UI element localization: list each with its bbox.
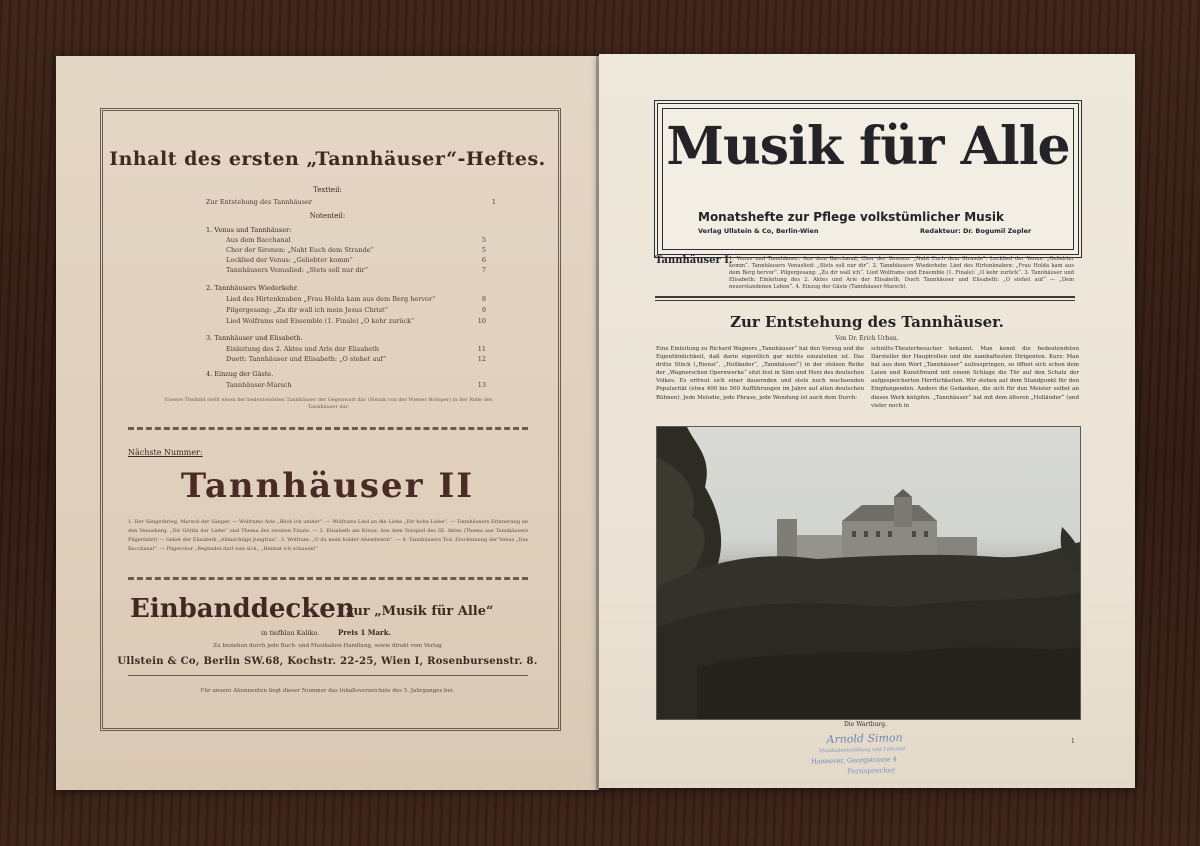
divider xyxy=(128,577,528,580)
toc-group-title: 4. Einzug der Gäste. xyxy=(206,370,274,378)
photo-caption: Die Wartburg. xyxy=(844,721,888,728)
masthead-editor: Redakteur: Dr. Bogumil Zepler xyxy=(920,227,1032,235)
toc-row xyxy=(226,256,486,266)
next-issue-label: Nächste Nummer: xyxy=(128,448,203,457)
stamp-line: Arnold Simon xyxy=(826,731,903,747)
toc-row-label: Duett: Tannhäuser und Elisabeth: „O stehet auf“ xyxy=(226,355,387,363)
article-author: Von Dr. Erich Urban. xyxy=(835,335,899,342)
toc-row-page: 7 xyxy=(481,266,486,274)
toc-group-title: 1. Venus und Tannhäuser: xyxy=(206,226,292,234)
toc-row-label: Locklied der Venus: „Geliebter komm“ xyxy=(226,256,353,264)
stamp-line: Fernsprecher xyxy=(847,766,896,776)
toc-row xyxy=(226,266,486,276)
toc-row xyxy=(226,295,486,305)
toc-row-label: Zur Entstehung des Tannhäuser xyxy=(206,198,313,206)
toc-row xyxy=(226,306,486,316)
toc-row-page: 5 xyxy=(481,236,486,244)
toc-row-page: 8 xyxy=(481,295,486,303)
toc-row-page: 5 xyxy=(481,246,486,254)
text-part-heading: Textteil: xyxy=(313,186,342,194)
wartburg-photo xyxy=(656,426,1081,720)
toc-row xyxy=(226,236,486,246)
stamp-line: Hannover, Georgstrasse 4 xyxy=(810,755,897,766)
divider xyxy=(655,300,1075,301)
divider xyxy=(128,427,528,430)
toc-row-page: 13 xyxy=(477,381,486,389)
toc-row xyxy=(226,246,486,256)
binding-publisher: Ullstein & Co, Berlin SW.68, Kochstr. 22-25, Wien I, Rosenbursenstr. 8. xyxy=(117,656,538,667)
toc-row-label: Lied des Hirtenknaben „Frau Holda kam aus dem Berg hervor“ xyxy=(226,295,436,303)
toc-row-label: Pilgergesang: „Zu dir wall ich mein Jesus Christ“ xyxy=(226,306,388,314)
page-number: 1 xyxy=(1071,738,1075,745)
binding-material: in tiefblau Kaliko. xyxy=(261,629,320,637)
toc-row xyxy=(226,381,486,391)
toc-row-page: 11 xyxy=(477,345,486,353)
divider xyxy=(655,296,1075,298)
masthead-publisher: Verlag Ullstein & Co, Berlin-Wien xyxy=(698,227,819,235)
left-page xyxy=(56,56,599,790)
masthead-title: Musik für Alle xyxy=(666,116,1070,177)
issue-label: Tannhäuser I. xyxy=(655,255,733,266)
wartburg-illustration xyxy=(657,427,1080,719)
toc-row-label: Tannhäuser-Marsch xyxy=(226,381,292,389)
stamp-line: Musikalienhandlung und Leihanst. xyxy=(818,746,907,755)
article-column-1: Eine Einleitung zu Richard Wagners „Tannhäuser“ hat den Vorzug und die Eigentümlichkeit, daß darin eigentlich gar nichts einzuleiten ist. Das dritte Stück („Rienzi“, „Holländer“, „Tannhäuser“) in der stolzen Reihe der „Wagnerschen Opernwerke“ sitzt fest in Sinn und Herz des deutschen Volkes. Es erfreut sich einer dauernden und stets noch wachsenden Popularität (etwa 400 bis 500 Aufführungen im Jahre auf allen deutschen Bühnen). Jede Melodie, jede Phrase, jede Wendung ist auch dem Durch- xyxy=(656,346,864,401)
toc-row xyxy=(226,345,486,355)
toc-footnote: Unsere Titelbild stellt einen der bedeutendsten Tannhäuser der Gegenwart dar (Slezak von der Wiener Hofoper) in der Rolle des Tannhäuser dar. xyxy=(164,397,493,410)
toc-row xyxy=(206,198,496,208)
toc-row-label: Lied Wolframs und Ensemble (1. Finale) „O kehr zurück“ xyxy=(226,317,415,325)
next-issue-contents-line: 2. Elisabeth am Kreuz. Aus dem Vorspiel des III. Aktes (Thema aus Tannhäusers Pilgerfahrt) — Gebet der Elisabeth „Allmächtige Jungfrau“. 3. Wolfram: „O du mein holder Abendstern“. — 4. Tannhäusers Tod. Erscheinung der Venus „Das Bacchanal“. — Pilgerchor „Begnadet darf nun sich„ „Heimat ich schauen!“ xyxy=(128,528,528,552)
binding-title: Einbanddecken xyxy=(130,594,355,624)
next-issue-title: Tannhäuser II xyxy=(180,466,475,506)
toc-row xyxy=(226,355,486,365)
article-title: Zur Entstehung des Tannhäuser. xyxy=(730,313,1004,331)
toc-row-label: Einleitung des 2. Aktes und Arie der Elisabeth xyxy=(226,345,379,353)
toc-title: Inhalt des ersten „Tannhäuser“-Heftes. xyxy=(109,148,546,170)
toc-row-page: 12 xyxy=(477,355,486,363)
toc-row-page: 6 xyxy=(481,256,486,264)
masthead-subtitle: Monatshefte zur Pflege volkstümlicher Musik xyxy=(698,210,1004,224)
dealer-stamp xyxy=(808,730,929,783)
binding-title-suffix: zur „Musik für Alle“ xyxy=(346,604,494,619)
toc-group-title: 3. Tannhäuser und Elisabeth. xyxy=(206,334,303,342)
divider xyxy=(128,675,528,676)
right-page xyxy=(599,54,1135,788)
next-issue-contents xyxy=(128,518,528,563)
toc-row-label: Tannhäusers Venuslied: „Stets soll nur dir“ xyxy=(226,266,369,274)
toc-row-label: Chor der Sirenen: „Naht Euch dem Strande“ xyxy=(226,246,374,254)
article-column-2: schnitts-Theaterbesucher bekannt. Man kennt die bedeutendsten Darsteller der Hauptrollen und die namhaftesten Dirigenten. Kurz: Man hat aus dem Wort „Tannhäuser“ aufzuspringen, so öffnet sich schon dem Laien und Kunstfreund mit einem Schlage die Tür auf den Schatz der aufgespeicherten Herrlichkeiten. Wir stehen auf dem Standpunkt für den Empfangenden. Anders die Gedanken, die sich für den Meister selbst an dieses Werk knüpfen. „Tannhäuser“ hat mit dem älteren „Holländer“ (und vieler noch in xyxy=(871,346,1079,409)
toc-row-label: Aus dem Bacchanal xyxy=(226,236,291,244)
bottom-note: Für unsere Abonnenten liegt dieser Nummer das Inhaltsverzeichnis des 5. Jahrganges bei. xyxy=(200,688,455,694)
issue-contents: 1. Venus und Tannhäuser: Aus dem Bacchanal, Chor der Sirenen: „Naht Euch dem Strande“. Locklied der Venus: „Geliebter komm“. Tannhäusers Venuslied: „Stets soll nur dir“. 2. Tannhäusers Wiederkehr. Lied des Hirtenknaben: „Frau Holda kam aus dem Berg hervor“. Pilgergesang: „Zu dir wall ich“. Lied Wolframs und Ensemble (1. Finale): „O kehr zurück“. 3. Tannhäuser und Elisabeth: Einleitung des 2. Aktes und Arie der Elisabeth. Duett Tannhäuser und Elisabeth: „O stehet auf“ — „Dem neuerstandenen Leben“. 4. Einzug der Gäste (Tannhäuser-Marsch). xyxy=(729,256,1074,290)
toc-row xyxy=(226,317,486,327)
toc-row-page: 1 xyxy=(491,198,496,206)
notes-part-heading: Notenteil: xyxy=(309,212,346,220)
binding-price: Preis 1 Mark. xyxy=(338,628,392,637)
next-issue-contents-line: 1. Der Sängerkrieg. Marsch der Sänger. — Wolframs Arie „Blick ich umher“. — Wolframs Lied an die Liebe „Dir hohe Liebe“. — Tannhäusers Erinnerung an den Venusberg. „Dir Göttin der Liebe“ und Thema des zweiten Finale. — xyxy=(128,519,528,534)
toc-group-title: 2. Tannhäusers Wiederkehr. xyxy=(206,284,299,292)
toc-row-page: 9 xyxy=(481,306,486,314)
binding-order: Zu beziehen durch jede Buch- und Musikalien-Handlung, sowie direkt vom Verlag xyxy=(213,643,442,649)
masthead xyxy=(654,100,1082,258)
toc-row-page: 10 xyxy=(477,317,486,325)
